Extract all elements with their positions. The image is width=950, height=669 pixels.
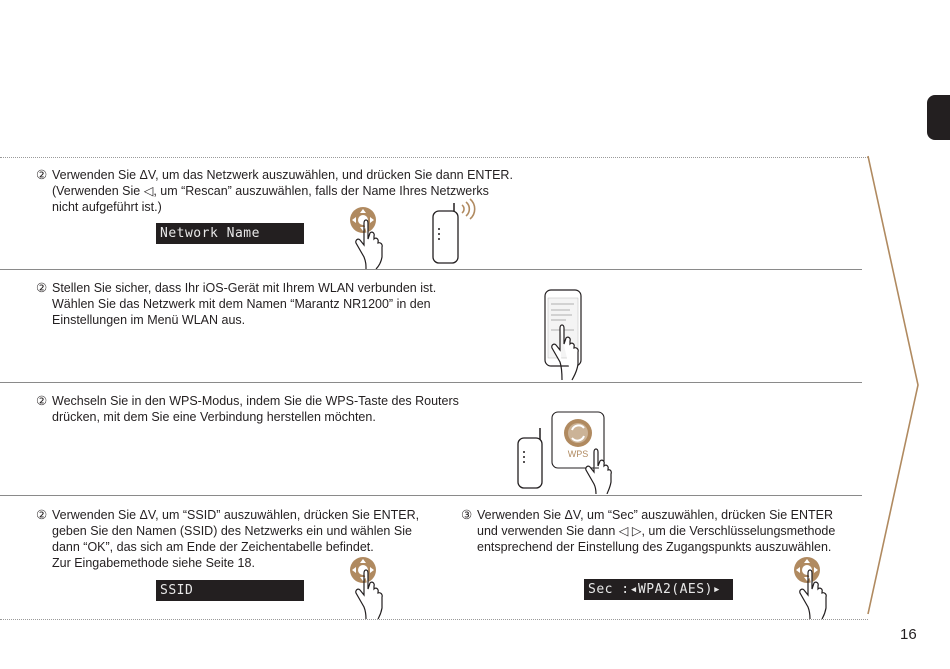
wps-button-icon	[564, 419, 592, 447]
text-line: nicht aufgeführt ist.)	[52, 200, 162, 214]
section-4-right-text	[461, 507, 835, 555]
divider-1	[0, 269, 862, 270]
text-line: (Verwenden Sie ◁, um “Rescan” auszuwählen, falls der Name Ihres Netzwerks	[52, 184, 489, 198]
text-line: und verwenden Sie dann ◁ ▷, um die Verschlüsselungsmethode	[477, 524, 836, 538]
text-line: Zur Eingabemethode siehe Seite 18.	[52, 556, 255, 570]
divider-3	[0, 495, 862, 496]
lcd-display-ssid: SSID	[156, 580, 304, 601]
divider-bottom	[0, 619, 868, 620]
chapter-tab	[927, 95, 950, 140]
step-number: ③	[461, 508, 473, 522]
text-line: Stellen Sie sicher, dass Ihr iOS-Gerät mit Ihrem WLAN verbunden ist.	[52, 281, 437, 295]
text-line: Verwenden Sie ΔV, um “Sec” auszuwählen, drücken Sie ENTER	[477, 508, 833, 522]
remote-dpad-icon	[348, 205, 396, 269]
text-line: Einstellungen im Menü WLAN aus.	[52, 313, 246, 327]
step-number: ②	[36, 281, 48, 295]
remote-dpad-icon	[792, 556, 840, 620]
wps-label: WPS	[567, 449, 589, 459]
text-line: dann “OK”, das sich am Ende der Zeichentabelle befindet.	[52, 540, 374, 554]
wifi-signal-icon	[462, 199, 475, 219]
divider-2	[0, 382, 862, 383]
text-line: Wechseln Sie in den WPS-Modus, indem Sie die WPS-Taste des Routers	[52, 394, 459, 408]
text-line: Verwenden Sie ΔV, um “SSID” auszuwählen, drücken Sie ENTER,	[52, 508, 420, 522]
step-number: ②	[36, 168, 48, 182]
flow-arrow-icon	[860, 150, 922, 620]
section-2-text	[36, 280, 436, 328]
text-line: drücken, mit dem Sie eine Verbindung herstellen möchten.	[52, 410, 376, 424]
divider-top	[0, 157, 868, 158]
text-line: geben Sie den Namen (SSID) des Netzwerks ein und wählen Sie	[52, 524, 412, 538]
smartphone-icon	[540, 288, 598, 383]
text-line: Verwenden Sie ΔV, um das Netzwerk auszuwählen, und drücken Sie dann ENTER.	[52, 168, 513, 182]
lcd-display-sec: Sec :◂WPA2(AES)▸	[584, 579, 733, 600]
wps-router-illustration	[512, 408, 612, 494]
remote-dpad-icon	[348, 556, 396, 620]
text-line: Wählen Sie das Netzwerk mit dem Namen “Marantz NR1200” in den	[52, 297, 431, 311]
text-line: entsprechend der Einstellung des Zugangspunkts auszuwählen.	[477, 540, 832, 554]
section-3-text	[36, 393, 459, 425]
lcd-display-network: Network Name	[156, 223, 304, 244]
step-number: ②	[36, 508, 48, 522]
step-number: ②	[36, 394, 48, 408]
router-icon	[428, 197, 480, 265]
page-number: 16	[900, 626, 917, 643]
